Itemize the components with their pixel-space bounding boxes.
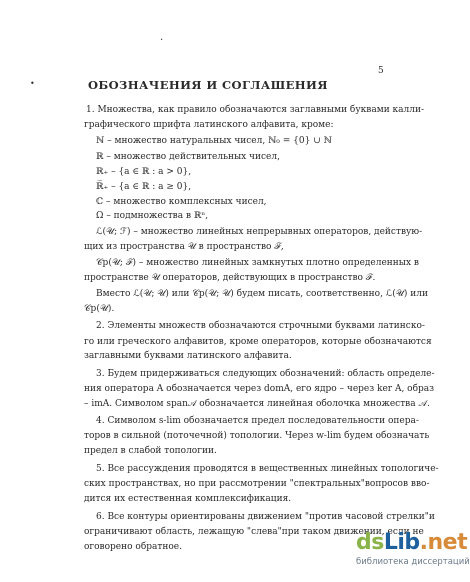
text-line: 𝒞p(𝒰). [84, 304, 115, 314]
text-line: Ω – подмножества в ℝⁿ, [96, 211, 209, 221]
logo-lib: Lib [383, 530, 420, 555]
text-line: 2. Элементы множеств обозначаются строчными буквами латинско- [96, 321, 425, 331]
text-line: го или греческого алфавитов, кроме операторов, которые обозначаются [84, 337, 432, 347]
logo-net: .net [419, 530, 468, 555]
text-line: ограничивают область, лежащую "слева"при таком движении, если не [84, 527, 424, 537]
text-line: 3. Будем придерживаться следующих обозначений: область определе- [96, 369, 435, 379]
text-line: дится их естественная комплексификация. [84, 494, 292, 504]
text-line: ℕ – множество натуральных чисел, ℕ₀ = {0} ∪ ℕ [96, 136, 332, 146]
text-line: ℝ – множество действительных чисел, [96, 152, 280, 162]
text-line: торов в сильной (поточечной) топологии. Через w-lim будем обозначать [84, 431, 430, 441]
text-line: графического шрифта латинского алфавита, кроме: [84, 120, 334, 130]
logo-wordmark [356, 532, 467, 554]
left-margin-mark: • [30, 79, 35, 88]
text-line: ния оператора A обозначается через domA, его ядро – через ker A, образ [84, 384, 435, 394]
top-mark: · [160, 35, 164, 46]
text-line: – imA. Символом span𝒜 обозначается линейная оболочка множества 𝒜. [84, 399, 430, 409]
text-line: 5. Все рассуждения проводятся в вещественных линейных топологиче- [96, 464, 439, 474]
text-line: 6. Все контуры ориентированы движением "против часовой стрелки"и [96, 512, 435, 522]
page-number: 5 [378, 66, 384, 76]
text-line: пространстве 𝒰 операторов, действующих в пространство ℱ. [84, 273, 376, 283]
text-line: щих из пространства 𝒰 в пространство ℱ, [84, 242, 284, 252]
text-line: ℂ – множество комплексных чисел, [96, 197, 267, 207]
page-title: ОБОЗНАЧЕНИЯ И СОГЛАШЕНИЯ [88, 78, 328, 92]
text-line: ℝ₊ – {a ∈ ℝ : a > 0}, [96, 167, 192, 177]
text-line: ℒ(𝒰; ℱ) – множество линейных непрерывных операторов, действую- [96, 227, 423, 237]
text-line: предел в слабой топологии. [84, 446, 217, 456]
logo-ds: ds [356, 530, 384, 555]
text-line: 1. Множества, как правило обозначаются заглавными буквами калли- [86, 105, 425, 115]
text-line: оговорено обратное. [84, 542, 182, 552]
text-line: ских пространствах, но при рассмотрении "спектральных"вопросов вво- [84, 479, 430, 489]
text-line: 𝒞p(𝒰; ℱ) – множество линейных замкнутых плотно определенных в [96, 258, 419, 268]
watermark-logo [356, 530, 470, 574]
text-line: заглавными буквами латинского алфавита. [84, 351, 292, 361]
text-line: Вместо ℒ(𝒰; 𝒰) или 𝒞p(𝒰; 𝒰) будем писать, соответственно, ℒ(𝒰) или [96, 289, 428, 299]
logo-subtitle: библиотека диссертаций [356, 557, 470, 567]
text-line: ℝ̅₊ – {a ∈ ℝ : a ≥ 0}, [96, 182, 192, 192]
text-line: 4. Символом s-lim обозначается предел последовательности опера- [96, 416, 419, 426]
